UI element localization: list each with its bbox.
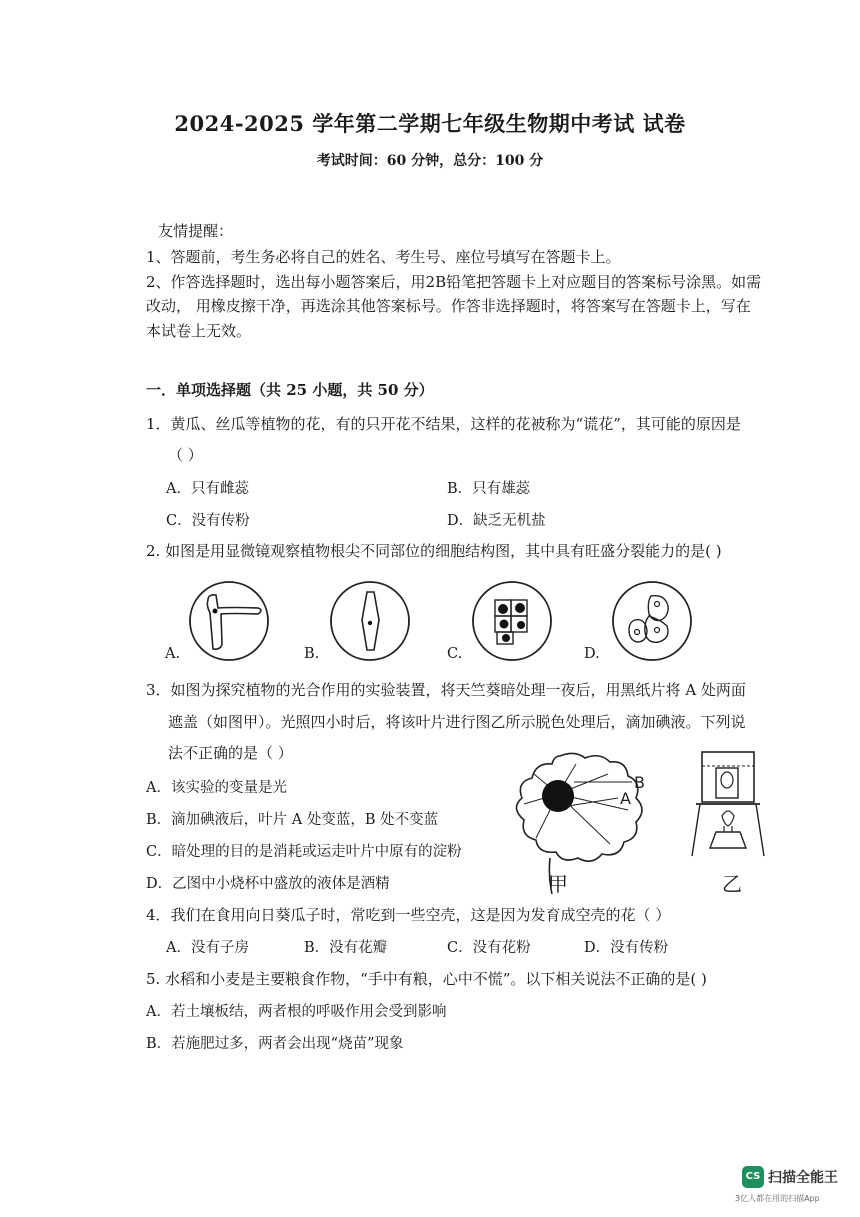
q3-figure-yi-label: 乙 bbox=[722, 872, 742, 896]
scanner-brand: 扫描全能王 bbox=[768, 1170, 838, 1186]
q4-option-d: D．没有传粉 bbox=[584, 940, 669, 956]
q3-stem-1: 3．如图为探究植物的光合作用的实验装置，将天竺葵暗处理一夜后，用黑纸片将 A 处两面 bbox=[146, 681, 746, 699]
q1-option-d: D．缺乏无机盐 bbox=[447, 513, 546, 529]
q3-figure-apparatus bbox=[688, 748, 768, 868]
q3-option-a: A．该实验的变量是光 bbox=[146, 780, 287, 796]
q3-option-d: D．乙图中小烧杯中盛放的液体是酒精 bbox=[146, 876, 390, 892]
exam-subtitle: 考试时间：60 分钟，总分：100 分 bbox=[316, 153, 544, 169]
q3-option-c: C．暗处理的目的是消耗或运走叶片中原有的淀粉 bbox=[146, 844, 462, 860]
notice-heading: 友情提醒： bbox=[158, 222, 234, 240]
q4-option-b: B．没有花瓣 bbox=[304, 940, 388, 956]
q3-stem-2: 遮盖（如图甲）。光照四小时后，将该叶片进行图乙所示脱色处理后，滴加碘液。下列说 bbox=[168, 713, 746, 731]
q1-option-b: B．只有雄蕊 bbox=[447, 481, 531, 497]
q3-figure-label-b: B bbox=[634, 773, 645, 792]
q4-option-a: A．没有子房 bbox=[166, 940, 249, 956]
exam-title: 2024-2025 学年第二学期七年级生物期中考试 试卷 bbox=[174, 111, 686, 136]
notice-line-1: 1、答题前，考生务必将自己的姓名、考生号、座位号填写在答题卡上。 bbox=[146, 248, 621, 266]
q1-option-a: A．只有雌蕊 bbox=[166, 481, 249, 497]
q4-stem: 4．我们在食用向日葵瓜子时，常吃到一些空壳，这是因为发育成空壳的花（ ） bbox=[146, 906, 671, 924]
notice-line-2a: 2、作答选择题时，选出每小题答案后，用2B铅笔把答题卡上对应题目的答案标号涂黑。如需 bbox=[146, 273, 762, 291]
q3-figure-jia-label: 甲 bbox=[548, 872, 568, 896]
q2-option-b: B. bbox=[304, 646, 320, 662]
q2-stem: 2. 如图是用显微镜观察植物根尖不同部位的细胞结构图，其中具有旺盛分裂能力的是( ) bbox=[146, 542, 722, 560]
scanner-logo: CS bbox=[742, 1166, 764, 1188]
scanner-tagline: 3亿人都在用的扫描App bbox=[735, 1194, 820, 1203]
section-heading: 一．单项选择题（共 25 小题，共 50 分） bbox=[146, 381, 434, 399]
q3-figure-label-a: A bbox=[620, 789, 631, 808]
notice-line-2c: 本试卷上无效。 bbox=[146, 322, 252, 340]
q2-option-a: A. bbox=[165, 646, 181, 662]
q2-figure-d-mature-cells bbox=[611, 580, 693, 662]
q2-figure-a-root-hair-cell bbox=[188, 580, 270, 662]
q5-stem: 5. 水稻和小麦是主要粮食作物，“手中有粮，心中不慌”。以下相关说法不正确的是( ) bbox=[146, 970, 707, 988]
q2-figure-b-elongated-cell bbox=[329, 580, 411, 662]
q3-option-b: B．滴加碘液后，叶片 A 处变蓝，B 处不变蓝 bbox=[146, 812, 439, 828]
q3-figure-leaf bbox=[500, 748, 670, 894]
q1-option-c: C．没有传粉 bbox=[166, 513, 250, 529]
q2-option-c: C. bbox=[447, 646, 463, 662]
notice-line-2b: 改动， 用橡皮擦干净，再选涂其他答案标号。作答非选择题时，将答案写在答题卡上，写在 bbox=[146, 297, 751, 315]
q2-figure-c-meristem-cells bbox=[471, 580, 553, 662]
q3-stem-3: 法不正确的是（ ） bbox=[168, 744, 293, 762]
q5-option-b: B．若施肥过多，两者会出现“烧苗”现象 bbox=[146, 1036, 404, 1052]
q4-option-c: C．没有花粉 bbox=[447, 940, 531, 956]
q1-blank: （ ） bbox=[168, 446, 203, 464]
q5-option-a: A．若土壤板结，两者根的呼吸作用会受到影响 bbox=[146, 1004, 447, 1020]
q1-stem: 1．黄瓜、丝瓜等植物的花，有的只开花不结果，这样的花被称为“谎花”，其可能的原因是 bbox=[146, 415, 741, 433]
q2-option-d: D. bbox=[584, 646, 600, 662]
